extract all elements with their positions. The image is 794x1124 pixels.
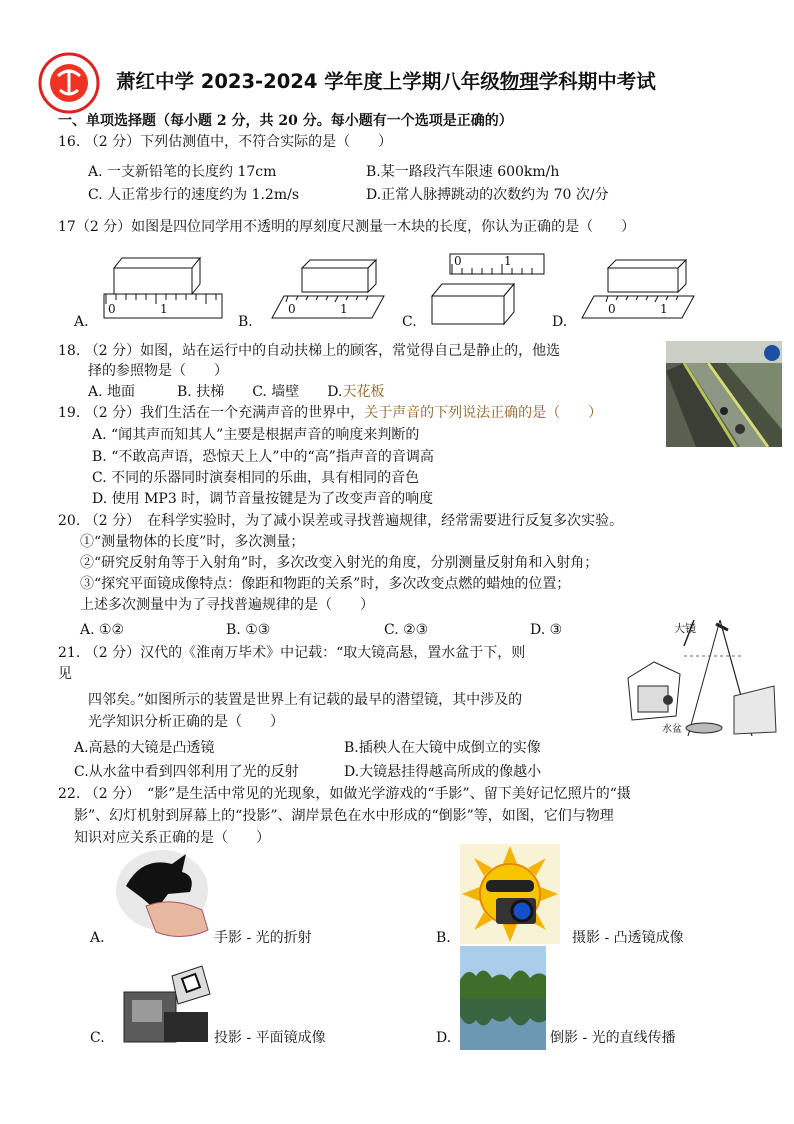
q21-stem-line3: 四邻矣。”如图所示的装置是世界上有记载的最早的潜望镜，其中涉及的 (88, 692, 523, 708)
q22-option-d-letter: D. (436, 1030, 452, 1046)
q19-option-d: D. 使用 MP3 时，调节音量按键是为了改变声音的响度 (92, 491, 434, 507)
q19-option-c: C. 不同的乐器同时演奏相同的乐曲，具有相同的音色 (92, 470, 420, 486)
q18-stem-line1: 18. （2 分）如图，站在运行中的自动扶梯上的顾客，常觉得自己是静止的，他选 (58, 343, 561, 359)
school-logo (36, 52, 102, 114)
q22-stem-line3: 知识对应关系正确的是（ ） (74, 830, 270, 846)
q18-options: A. 地面 B. 扶梯 C. 墙壁 D.天花板 (88, 384, 385, 400)
q22-option-b-letter: B. (436, 930, 451, 946)
q17-option-d: D. (552, 314, 568, 330)
q22-option-a-text: 手影 - 光的折射 (214, 930, 312, 946)
periscope-illustration (624, 616, 780, 738)
q16-option-b: B.某一路段汽车限速 600km/h (366, 164, 560, 180)
q21-stem-line2: 见 (58, 666, 72, 682)
q16-option-c: C. 人正常步行的速度约为 1.2m/s (88, 187, 300, 203)
ruler-d-label-0: 0 (608, 302, 616, 316)
lake-reflection-photo (460, 946, 546, 1050)
q21-option-b: B.插秧人在大镜中成倒立的实像 (344, 740, 541, 756)
q20-option-c: C. ②③ (384, 622, 429, 638)
q19-option-a: A. “闻其声而知其人”主要是根据声音的响度来判断的 (92, 427, 420, 443)
q20-stem: 20. （2 分） 在科学实验时，为了减小误差或寻找普遍规律，经常需要进行反复多次实验。 (58, 513, 624, 529)
q20-option-d: D. ③ (530, 622, 563, 638)
q16-option-a: A. 一支新铅笔的长度约 17cm (88, 164, 277, 180)
q21-stem-line1: 21. （2 分）汉代的《淮南万毕术》中记载：“取大镜高悬，置水盆于下，则 (58, 645, 526, 661)
q18-stem-line2: 择的参照物是（ ） (88, 363, 228, 379)
ruler-diagram-a (100, 250, 228, 330)
label-big-mirror: 大镜 (674, 622, 696, 635)
q22-option-d-text: 倒影 - 光的直线传播 (550, 1030, 676, 1046)
ruler-d-label-1: 1 (660, 302, 668, 316)
q20-question: 上述多次测量中为了寻找普遍规律的是（ ） (80, 597, 374, 613)
sun-camera-photo (460, 844, 560, 944)
q22-stem-line2: 影”、幻灯机射到屏幕上的“投影”、湖岸景色在水中形成的“倒影”等，如图，它们与物理 (74, 808, 614, 824)
q22-option-c-letter: C. (90, 1030, 105, 1046)
q22-option-a-letter: A. (90, 930, 105, 946)
q20-option-b: B. ①③ (226, 622, 271, 638)
q19-stem: 19. （2 分）我们生活在一个充满声音的世界中，关于声音的下列说法正确的是（ ） (58, 405, 603, 421)
q22-stem-line1: 22. （2 分） “影”是生活中常见的光现象，如做光学游戏的“手影”、留下美好记忆照片的“摄 (58, 786, 631, 802)
q17-option-a: A. (74, 314, 89, 330)
ruler-a-label-0: 0 (108, 302, 116, 316)
label-water-basin: 水盆 (662, 724, 682, 735)
q21-option-a: A.高悬的大镜是凸透镜 (74, 740, 215, 756)
ruler-diagram-b (268, 256, 390, 330)
q20-item2: ②“研究反射角等于入射角”时，多次改变入射光的角度，分别测量反射角和入射角； (80, 555, 599, 571)
q16-stem: 16. （2 分）下列估测值中，不符合实际的是（ ） (58, 134, 393, 150)
ruler-a-label-1: 1 (160, 302, 168, 316)
page-title: 萧红中学 2023-2024 学年度上学期八年级物理学科期中考试 (116, 70, 656, 93)
q20-item1: ①“测量物体的长度”时，多次测量； (80, 534, 305, 550)
q19-option-b: B. “不敢高声语，恐惊天上人”中的“高”指声音的音调高 (92, 449, 434, 465)
q20-item3: ③“探究平面镜成像特点：像距和物距的关系”时，多次改变点燃的蜡烛的位置； (80, 576, 571, 592)
q22-option-c-text: 投影 - 平面镜成像 (214, 1030, 326, 1046)
ruler-diagram-c (428, 250, 548, 334)
ruler-diagram-d (578, 256, 700, 330)
q17-option-b: B. (238, 314, 253, 330)
q21-option-c: C.从水盆中看到四邻利用了光的反射 (74, 764, 299, 780)
ruler-b-label-1: 1 (340, 302, 348, 316)
q16-option-d: D.正常人脉搏跳动的次数约为 70 次/分 (366, 187, 609, 203)
q21-stem-line4: 光学知识分析正确的是（ ） (88, 714, 284, 730)
q17-stem: 17（2 分）如图是四位同学用不透明的厚刻度尺测量一木块的长度，你认为正确的是（ ） (58, 219, 636, 235)
q20-option-a: A. ①② (80, 622, 125, 638)
escalator-photo (666, 341, 782, 447)
q21-option-d: D.大镜悬挂得越高所成的像越小 (344, 764, 542, 780)
q22-option-b-text: 摄影 - 凸透镜成像 (572, 930, 684, 946)
hand-shadow-photo (112, 846, 212, 946)
ruler-c-label-1: 1 (504, 254, 512, 268)
ruler-b-label-0: 0 (288, 302, 296, 316)
projector-photo (120, 962, 214, 1046)
section-heading: 一、单项选择题（每小题 2 分，共 20 分。每小题有一个选项是正确的） (58, 113, 513, 129)
q17-option-c: C. (402, 314, 417, 330)
ruler-c-label-0: 0 (454, 254, 462, 268)
